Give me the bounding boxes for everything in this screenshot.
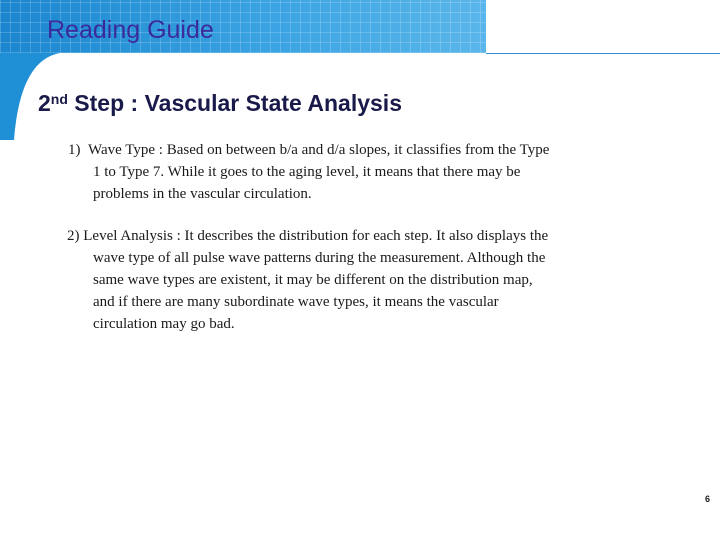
list-item-line: and if there are many subordinate wave types, it means the vascular bbox=[93, 294, 499, 310]
list-item-line bbox=[67, 225, 687, 247]
list-item bbox=[68, 139, 688, 205]
title-step-suffix: nd bbox=[50, 91, 68, 107]
list-item-text: Wave Type : Based on between b/a and d/a slopes, it classifies from the Type bbox=[88, 142, 550, 158]
title-text: Step : Vascular State Analysis bbox=[67, 90, 402, 116]
page-title bbox=[38, 88, 402, 118]
list-item bbox=[67, 225, 687, 335]
list-item-line: 1 to Type 7. While it goes to the aging level, it means that there may be bbox=[93, 164, 521, 180]
list-item-text: Level Analysis : It describes the distribution for each step. It also displays the bbox=[83, 228, 549, 244]
list-item-line bbox=[68, 139, 688, 161]
title-step-number: 2 bbox=[38, 90, 51, 116]
list-item-number: 2) bbox=[67, 228, 80, 244]
page-number: 6 bbox=[704, 494, 710, 504]
list-item-number: 1) bbox=[68, 142, 81, 158]
header-rule bbox=[486, 53, 720, 54]
list-item-line: problems in the vascular circulation. bbox=[93, 186, 312, 202]
header-title: Reading Guide bbox=[47, 16, 214, 44]
list-item-line: same wave types are existent, it may be different on the distribution map, bbox=[93, 272, 533, 288]
list-item-line: circulation may go bad. bbox=[93, 316, 235, 332]
list-item-line: wave type of all pulse wave patterns during the measurement. Although the bbox=[93, 250, 546, 266]
